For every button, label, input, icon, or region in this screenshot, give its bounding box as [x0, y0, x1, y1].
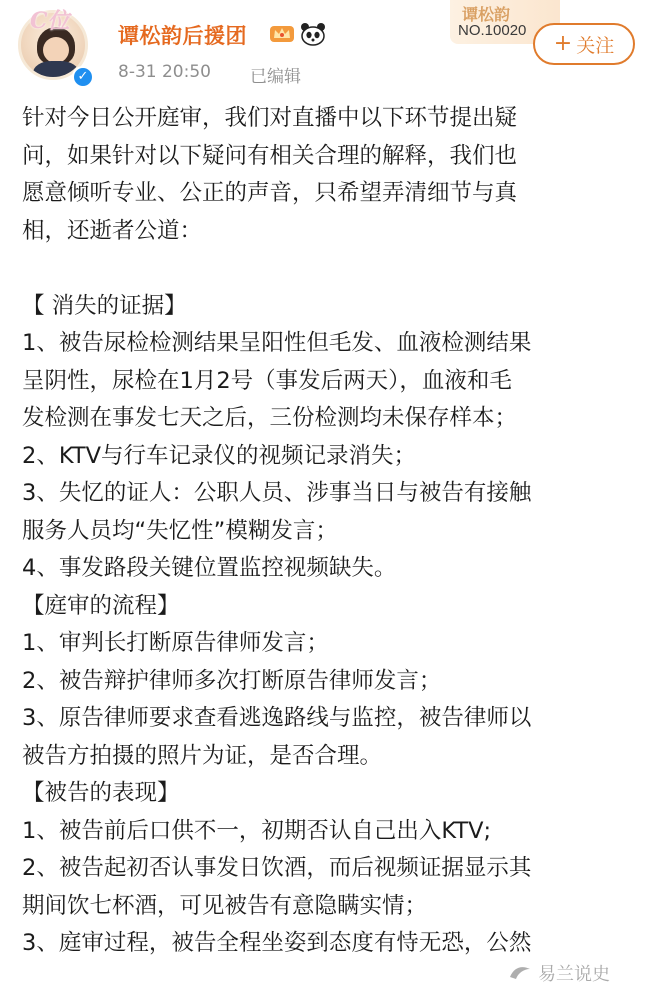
post-line: 4、事发路段关键位置监控视频缺失。: [22, 555, 397, 581]
post-line: 1、被告前后口供不一，初期否认自己出入KTV;: [22, 817, 492, 844]
post-line: 3、原告律师要求查看逃逸路线与监控，被告律师以: [22, 705, 532, 731]
fan-card-name: 谭松韵: [462, 5, 511, 24]
post-line: 2、被告起初否认事发日饮酒，而后视频证据显示其: [22, 855, 532, 881]
follow-button[interactable]: [533, 23, 635, 65]
watermark-logo-icon: [508, 963, 534, 983]
post-content: [22, 100, 652, 963]
post-line: 期间饮七杯酒，可见被告有意隐瞒实情；: [22, 892, 428, 919]
post-line: 针对今日公开庭审，我们对直播中以下环节提出疑: [22, 105, 518, 131]
fan-card-number: NO.10020: [458, 22, 527, 39]
post-timestamp: 8-31 20:50: [118, 62, 211, 82]
post-line: 愿意倾听专业、公正的声音，只希望弄清细节与真: [22, 180, 518, 206]
avatar-badge-label: C位: [30, 8, 70, 34]
post-line: 3、庭审过程，被告全程坐姿到态度有恃无恐，公然: [22, 930, 532, 956]
plus-icon: +: [553, 31, 573, 56]
post-line: 问，如果针对以下疑问有相关合理的解释，我们也: [22, 142, 518, 169]
edited-label[interactable]: 已编辑: [250, 67, 301, 87]
follow-label: 关注: [576, 34, 615, 57]
post-line: 服务人员均“失忆性”模糊发言；: [22, 517, 338, 544]
section-heading: 【庭审的流程】: [22, 592, 180, 619]
post-line: 2、被告辩护律师多次打断原告律师发言；: [22, 667, 442, 694]
watermark-text: 易兰说史: [538, 964, 610, 985]
user-name[interactable]: 谭松韵后援团: [118, 24, 247, 48]
crown-badge-icon: [269, 22, 295, 44]
watermark: [508, 960, 610, 986]
post-line: 呈阴性，尿检在1月2号（事发后两天），血液和毛: [22, 367, 512, 394]
post-blank-line: [22, 250, 652, 288]
post-line: 2、KTV与行车记录仪的视频记录消失；: [22, 442, 416, 469]
panda-icon: [300, 22, 326, 46]
post-line: 被告方拍摄的照片为证，是否合理。: [22, 742, 383, 769]
post-header: [0, 0, 660, 96]
avatar[interactable]: [10, 4, 106, 90]
post-line: 1、审判长打断原告律师发言；: [22, 630, 329, 656]
post-line: 发检测在事发七天之后，三份检测均未保存样本；: [22, 405, 518, 431]
post-line: 3、失忆的证人：公职人员、涉事当日与被告有接触: [22, 480, 532, 506]
post-line: 相，还逝者公道：: [22, 217, 203, 244]
section-heading: 【被告的表现】: [22, 780, 180, 806]
verified-icon: ✓: [72, 66, 94, 88]
section-heading: 【 消失的证据】: [22, 292, 187, 319]
post-line: 1、被告尿检检测结果呈阳性但毛发、血液检测结果: [22, 330, 532, 356]
